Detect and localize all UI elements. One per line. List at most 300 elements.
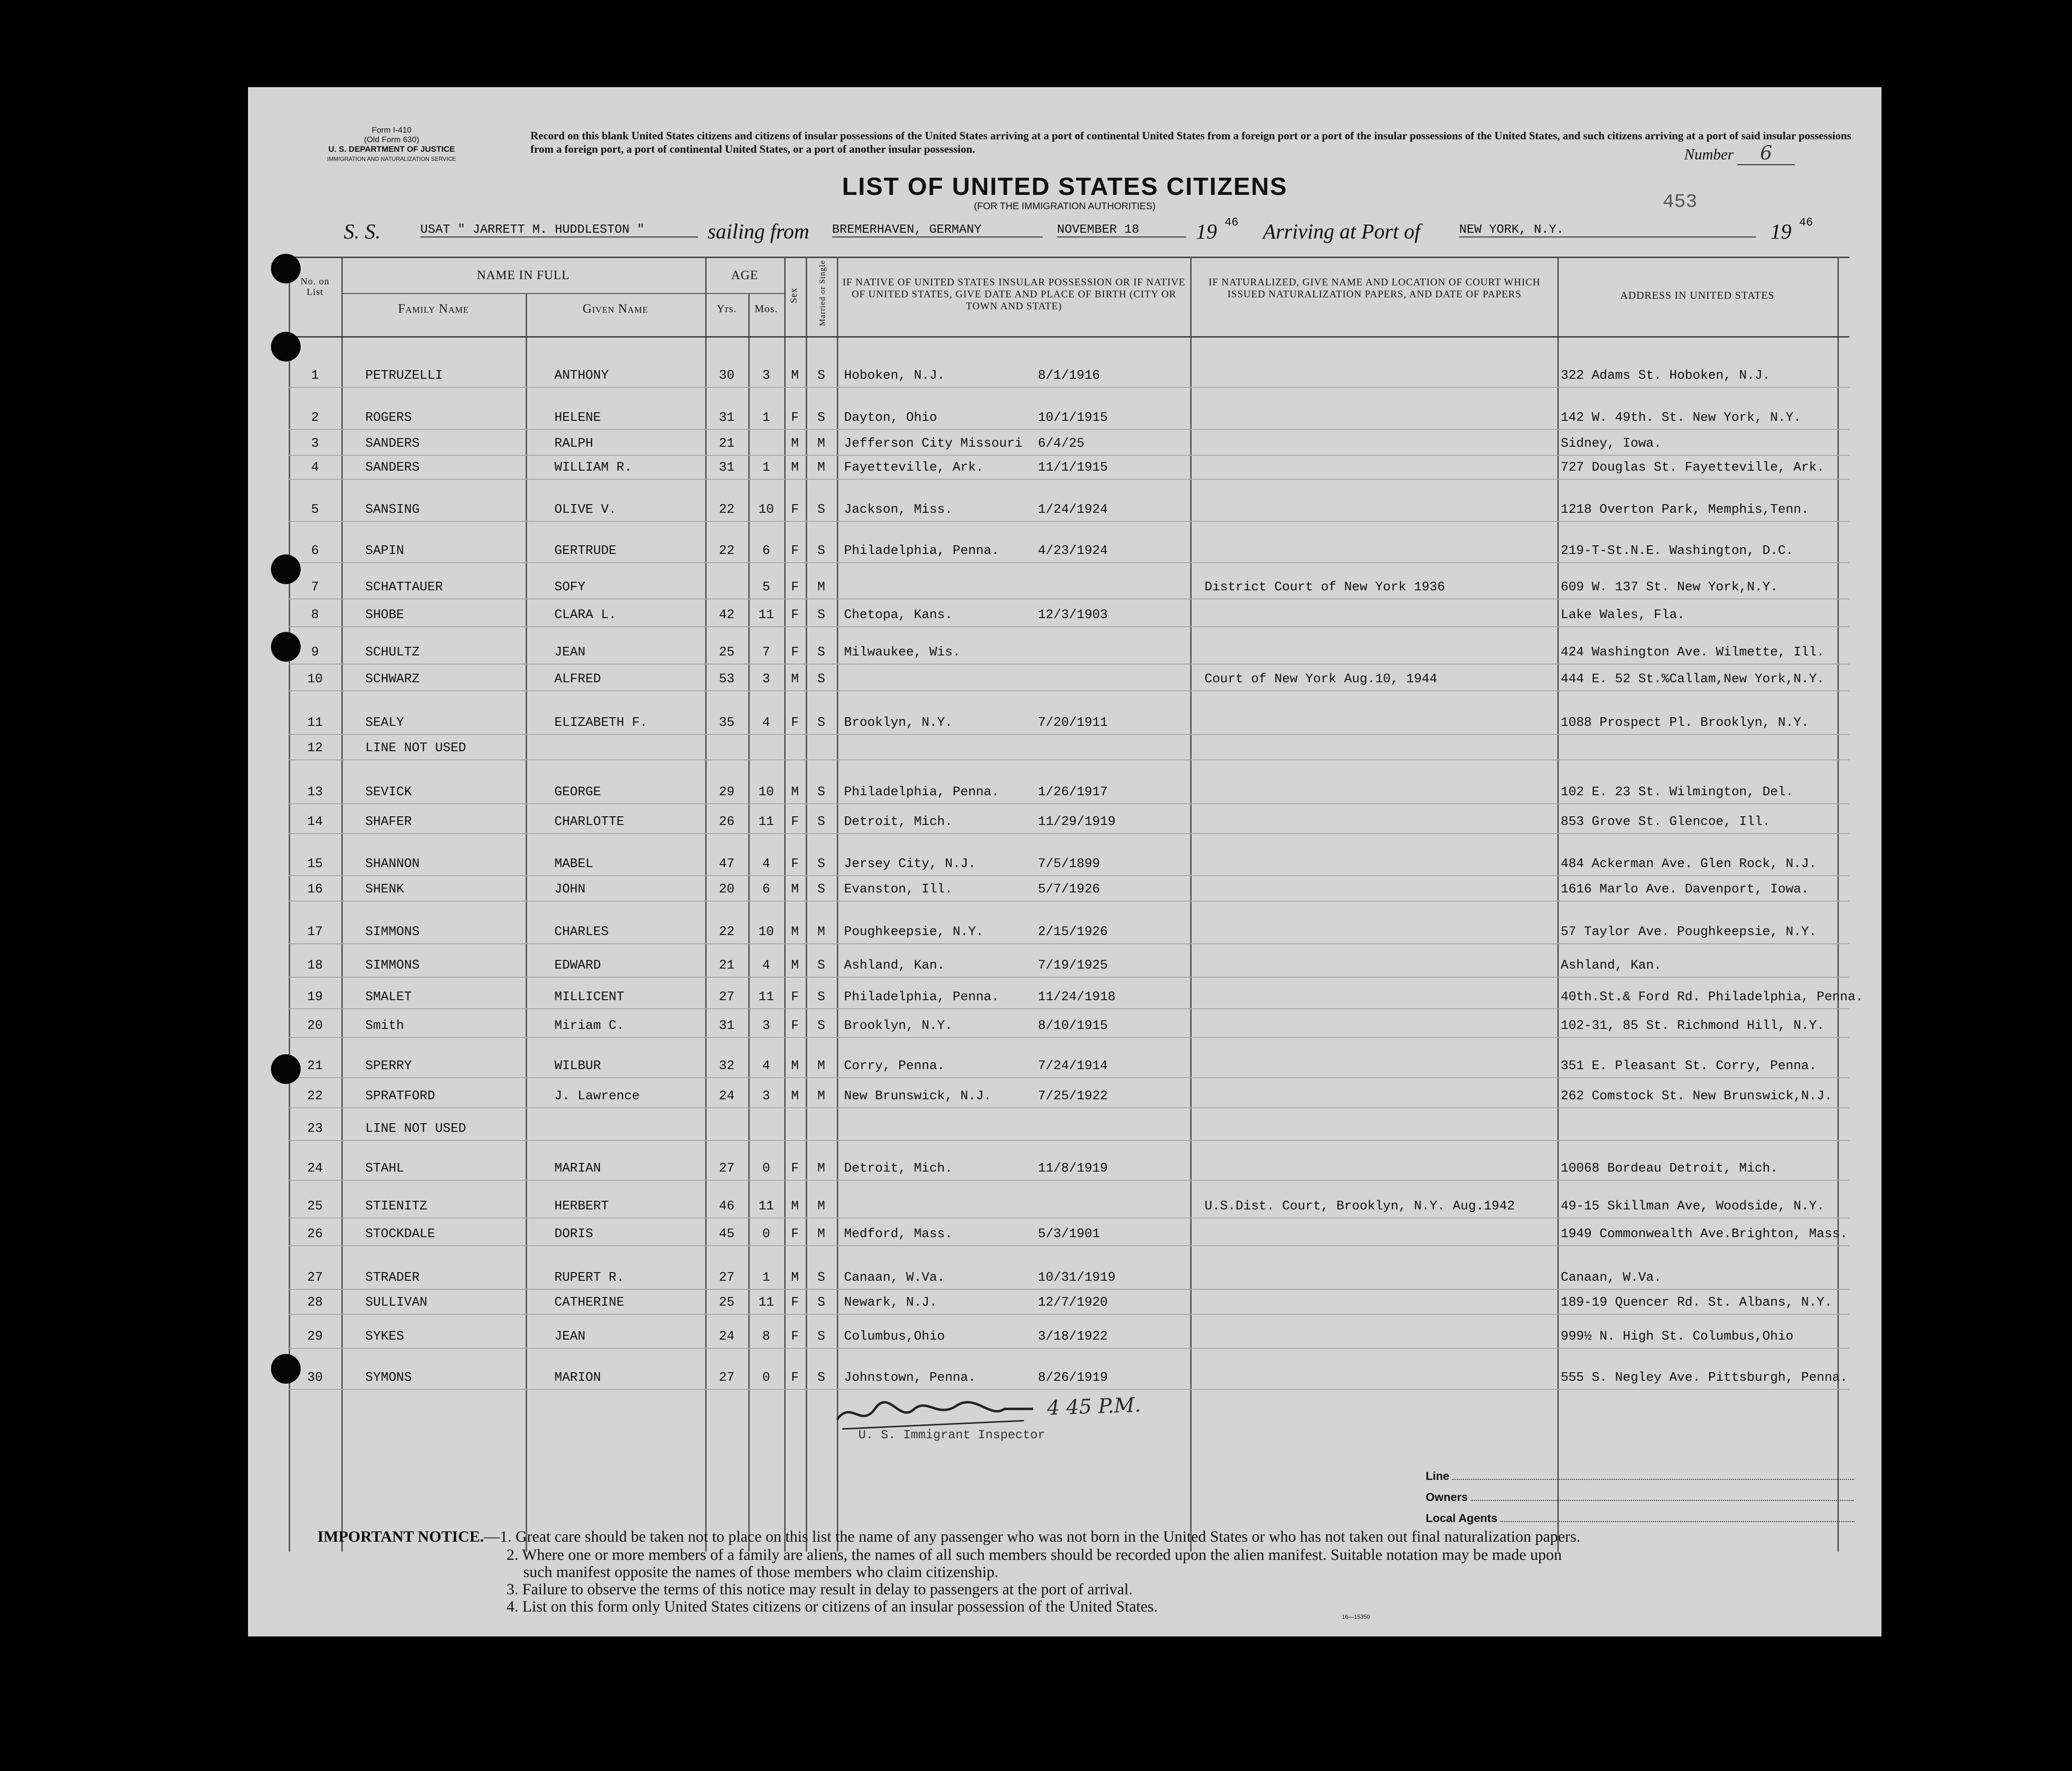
row-sex-cell: M (791, 461, 799, 475)
row-no-cell: 18 (307, 959, 323, 973)
row-given-cell: GERTRUDE (554, 544, 617, 558)
row-place-cell: Detroit, Mich. (844, 815, 953, 829)
row-no-cell: 14 (307, 815, 323, 829)
row-yrs-cell: 27 (719, 1162, 735, 1176)
row-ms-cell: M (817, 1089, 825, 1104)
row-date-cell: 4/23/1924 (1038, 544, 1108, 558)
row-given-cell: EDWARD (554, 959, 601, 973)
row-family-cell: SCHWARZ (365, 672, 420, 687)
service: IMMIGRATION AND NATURALIZATION SERVICE (327, 156, 456, 162)
agents-label: Local Agents (1426, 1512, 1498, 1525)
row-no-cell: 2 (311, 411, 319, 425)
row-mos-cell: 11 (758, 1199, 774, 1214)
row-sex-cell: F (791, 815, 799, 829)
row-given-cell: ANTHONY (554, 369, 609, 383)
row-date-cell: 11/1/1915 (1038, 461, 1108, 475)
arrival-year-suffix: 46 (1799, 216, 1813, 229)
row-given-cell: CATHERINE (554, 1296, 624, 1310)
row-date-cell: 8/1/1916 (1038, 369, 1100, 383)
row-rule (289, 1314, 1849, 1315)
row-given-cell: RALPH (554, 437, 594, 451)
row-place-cell: Chetopa, Kans. (844, 608, 953, 622)
row-given-cell: GEORGE (554, 785, 601, 800)
row-mos-cell: 11 (758, 815, 774, 829)
row-no-cell: 11 (307, 716, 323, 730)
year-prefix: 19 (1196, 220, 1217, 243)
notice-heading (317, 1528, 1580, 1546)
row-place-cell: Philadelphia, Penna. (844, 544, 1000, 558)
row-addr-cell: 322 Adams St. Hoboken, N.J. (1561, 369, 1770, 383)
manifest-sheet (248, 87, 1881, 1636)
row-family-cell: SULLIVAN (365, 1296, 428, 1310)
row-ms-cell: S (817, 672, 825, 687)
row-family-cell: SCHULTZ (365, 645, 420, 660)
row-ms-cell: M (817, 1162, 825, 1176)
row-mos-cell: 0 (762, 1371, 770, 1385)
row-yrs-cell: 21 (719, 959, 735, 973)
row-place-cell: Detroit, Mich. (844, 1162, 953, 1176)
row-yrs-cell: 27 (719, 1371, 735, 1385)
row-date-cell: 7/20/1911 (1038, 716, 1108, 730)
row-no-cell: 21 (307, 1059, 323, 1073)
row-sex-cell: M (791, 959, 799, 973)
row-no-cell: 15 (307, 857, 323, 871)
row-family-cell: SANSING (365, 503, 420, 517)
row-sex-cell: F (791, 1296, 799, 1310)
row-nat-cell: U.S.Dist. Court, Brooklyn, N.Y. Aug.1942 (1205, 1199, 1515, 1214)
row-mos-cell: 3 (762, 672, 770, 687)
row-date-cell: 2/15/1926 (1038, 925, 1108, 939)
row-no-cell: 12 (307, 741, 323, 756)
row-ms-cell: M (817, 461, 825, 475)
row-yrs-cell: 31 (719, 1019, 735, 1033)
row-mos-cell: 3 (762, 1089, 770, 1104)
row-mos-cell: 6 (762, 882, 770, 897)
notice-code: 16—15350 (1342, 1613, 1370, 1620)
punch-hole (271, 1354, 301, 1384)
row-place-cell: Philadelphia, Penna. (844, 990, 1000, 1004)
row-family-cell: SPRATFORD (365, 1089, 435, 1104)
row-rule (289, 977, 1849, 978)
row-ms-cell: M (817, 1059, 825, 1073)
row-addr-cell: 1218 Overton Park, Memphis,Tenn. (1561, 503, 1809, 517)
row-date-cell: 12/3/1903 (1038, 608, 1108, 622)
row-family-cell: STIENITZ (365, 1199, 428, 1214)
row-date-cell: 1/26/1917 (1038, 785, 1108, 800)
row-place-cell: Evanston, Ill. (844, 882, 953, 897)
row-given-cell: MARION (554, 1371, 601, 1385)
col-address: ADDRESS IN UNITED STATES (1620, 289, 1775, 301)
row-no-cell: 20 (307, 1019, 323, 1033)
col-family-name: Family Name (398, 302, 469, 316)
row-place-cell: Philadelphia, Penna. (844, 785, 1000, 800)
row-mos-cell: 3 (762, 1019, 770, 1033)
page-subtitle: (FOR THE IMMIGRATION AUTHORITIES) (974, 201, 1156, 212)
row-no-cell: 25 (307, 1199, 323, 1214)
page-title: LIST OF UNITED STATES CITIZENS (842, 173, 1288, 201)
row-addr-cell: 999½ N. High St. Columbus,Ohio (1561, 1330, 1794, 1344)
row-rule (289, 429, 1849, 430)
row-rule (289, 1140, 1849, 1141)
row-given-cell: OLIVE V. (554, 503, 617, 517)
row-family-cell: STAHL (365, 1162, 405, 1176)
row-mos-cell: 1 (762, 1271, 770, 1285)
number-value: 6 (1737, 142, 1795, 165)
col-married: Married or Single (818, 260, 827, 326)
row-yrs-cell: 24 (719, 1330, 735, 1344)
row-place-cell: Hoboken, N.J. (844, 369, 945, 383)
col-yrs: Yrs. (717, 303, 737, 315)
row-ms-cell: S (817, 785, 825, 800)
year-suffix: 46 (1225, 216, 1239, 229)
row-yrs-cell: 25 (719, 645, 735, 660)
row-sex-cell: F (791, 990, 799, 1004)
col-no: No. on List (300, 276, 330, 297)
signature-scrawl (832, 1388, 1039, 1434)
row-family-cell: LINE NOT USED (365, 1122, 466, 1136)
row-addr-cell: 102-31, 85 St. Richmond Hill, N.Y. (1561, 1019, 1824, 1033)
row-ms-cell: S (817, 815, 825, 829)
row-family-cell: Smith (365, 1019, 405, 1033)
row-ms-cell: S (817, 1330, 825, 1344)
row-mos-cell: 3 (762, 369, 770, 383)
sailing-date: NOVEMBER 18 (1057, 222, 1186, 237)
row-addr-cell: 609 W. 137 St. New York,N.Y. (1561, 580, 1778, 595)
row-no-cell: 24 (307, 1162, 323, 1176)
row-sex-cell: F (791, 411, 799, 425)
row-sex-cell: F (791, 580, 799, 595)
row-place-cell: Ashland, Kan. (844, 959, 945, 973)
row-family-cell: SPERRY (365, 1059, 412, 1073)
row-rule (289, 1289, 1849, 1290)
row-given-cell: CLARA L. (554, 608, 617, 622)
row-mos-cell: 6 (762, 544, 770, 558)
row-place-cell: Corry, Penna. (844, 1059, 945, 1073)
row-ms-cell: M (817, 1227, 825, 1241)
row-rule (289, 562, 1849, 563)
row-addr-cell: 424 Washington Ave. Wilmette, Ill. (1561, 645, 1824, 660)
row-rule (289, 803, 1849, 804)
row-yrs-cell: 46 (719, 1199, 735, 1214)
row-rule (289, 734, 1849, 735)
row-family-cell: SEVICK (365, 785, 412, 800)
row-sex-cell: M (791, 925, 799, 939)
notice-item-2b: such manifest opposite the names of those members who claim citizenship. (523, 1564, 999, 1581)
number-field (1684, 142, 1795, 165)
row-no-cell: 19 (307, 990, 323, 1004)
row-ms-cell: M (817, 925, 825, 939)
row-family-cell: SCHATTAUER (365, 580, 443, 595)
row-given-cell: CHARLES (554, 925, 609, 939)
row-mos-cell: 10 (758, 503, 774, 517)
row-given-cell: HERBERT (554, 1199, 609, 1214)
row-mos-cell: 4 (762, 1059, 770, 1073)
row-addr-cell: 219-T-St.N.E. Washington, D.C. (1561, 544, 1794, 558)
row-ms-cell: S (817, 411, 825, 425)
row-addr-cell: 1949 Commonwealth Ave.Brighton, Mass. (1561, 1227, 1848, 1241)
row-date-cell: 11/24/1918 (1038, 990, 1116, 1004)
row-ms-cell: S (817, 503, 825, 517)
row-no-cell: 8 (311, 608, 319, 622)
row-family-cell: SYKES (365, 1330, 405, 1344)
row-place-cell: New Brunswick, N.J. (844, 1089, 991, 1104)
row-sex-cell: M (791, 437, 799, 451)
row-yrs-cell: 27 (719, 990, 735, 1004)
row-date-cell: 5/3/1901 (1038, 1227, 1100, 1241)
row-addr-cell: 351 E. Pleasant St. Corry, Penna. (1561, 1059, 1817, 1073)
row-family-cell: SYMONS (365, 1371, 412, 1385)
row-ms-cell: S (817, 959, 825, 973)
col-name-in-full: NAME IN FULL (477, 268, 570, 282)
arriving-label: Arriving at Port of (1263, 220, 1420, 243)
row-mos-cell: 11 (758, 990, 774, 1004)
row-date-cell: 6/4/25 (1038, 437, 1085, 451)
col-age: AGE (731, 268, 758, 282)
row-given-cell: MARIAN (554, 1162, 601, 1176)
row-no-cell: 1 (311, 369, 319, 383)
signature-time: 4 45 P.M. (1047, 1393, 1142, 1420)
row-given-cell: J. Lawrence (554, 1089, 640, 1104)
row-addr-cell: 853 Grove St. Glencoe, Ill. (1561, 815, 1770, 829)
row-ms-cell: M (817, 1199, 825, 1214)
col-mos: Mos. (754, 303, 778, 315)
row-no-cell: 27 (307, 1271, 323, 1285)
row-ms-cell: S (817, 882, 825, 897)
row-place-cell: Fayetteville, Ark. (844, 461, 984, 475)
row-family-cell: SMALET (365, 990, 412, 1004)
row-given-cell: JEAN (554, 1330, 586, 1344)
row-rule (289, 1348, 1849, 1349)
row-sex-cell: M (791, 785, 799, 800)
row-no-cell: 9 (311, 645, 319, 660)
row-ms-cell: S (817, 716, 825, 730)
form-number: Form I-410 (372, 125, 412, 135)
punch-hole (271, 254, 301, 283)
row-given-cell: ALFRED (554, 672, 601, 687)
row-given-cell: HELENE (554, 411, 601, 425)
row-sex-cell: F (791, 857, 799, 871)
row-given-cell: CHARLOTTE (554, 815, 624, 829)
row-no-cell: 26 (307, 1227, 323, 1241)
row-rule (289, 387, 1849, 388)
row-rule (289, 455, 1849, 456)
row-family-cell: SIMMONS (365, 959, 420, 973)
row-given-cell: WILBUR (554, 1059, 601, 1073)
row-family-cell: SHANNON (365, 857, 420, 871)
row-ms-cell: S (817, 1271, 825, 1285)
row-no-cell: 7 (311, 580, 319, 595)
row-place-cell: Milwaukee, Wis. (844, 645, 961, 660)
inspector-title: U. S. Immigrant Inspector (858, 1428, 1046, 1442)
row-mos-cell: 4 (762, 959, 770, 973)
row-no-cell: 16 (307, 882, 323, 897)
row-rule (289, 1180, 1849, 1181)
row-sex-cell: M (791, 1199, 799, 1214)
row-mos-cell: 10 (758, 925, 774, 939)
row-rule (289, 759, 1849, 760)
row-mos-cell: 1 (762, 411, 770, 425)
row-yrs-cell: 35 (719, 716, 735, 730)
owners-label: Owners (1426, 1491, 1468, 1504)
row-addr-cell: Sidney, Iowa. (1561, 437, 1662, 451)
ship-name: USAT " JARRETT M. HUDDLESTON " (420, 222, 698, 237)
row-given-cell: ELIZABETH F. (554, 716, 648, 730)
row-mos-cell: 11 (758, 1296, 774, 1310)
row-place-cell: Medford, Mass. (844, 1227, 953, 1241)
row-sex-cell: F (791, 608, 799, 622)
row-date-cell: 10/1/1915 (1038, 411, 1108, 425)
row-place-cell: Jackson, Miss. (844, 503, 953, 517)
instruction-text: Record on this blank United States citizens and citizens of insular possessions of the United States arriving at a port of continental United States from a foreign port or a port of the insular possessions of the United States, and such citizens arriving at a port of said insular possessions from a foreign port, a port of continental United States, or a port of another insular possession. (530, 130, 1851, 155)
row-date-cell: 12/7/1920 (1038, 1296, 1108, 1310)
punch-hole (271, 632, 301, 662)
row-family-cell: LINE NOT USED (365, 741, 466, 756)
name-age-divider (341, 293, 784, 294)
row-addr-cell: 1616 Marlo Ave. Davenport, Iowa. (1561, 882, 1809, 897)
row-date-cell: 7/24/1914 (1038, 1059, 1108, 1073)
row-mos-cell: 4 (762, 716, 770, 730)
row-mos-cell: 5 (762, 580, 770, 595)
punch-hole (271, 554, 301, 584)
row-addr-cell: Lake Wales, Fla. (1561, 608, 1685, 622)
row-sex-cell: F (791, 716, 799, 730)
row-no-cell: 4 (311, 461, 319, 475)
row-place-cell: Jefferson City Missouri (844, 437, 1023, 451)
row-rule (289, 626, 1849, 627)
row-given-cell: WILLIAM R. (554, 461, 632, 475)
row-addr-cell: 555 S. Negley Ave. Pittsburgh, Penna. (1561, 1371, 1848, 1385)
sailing-label: sailing from (708, 220, 810, 243)
row-mos-cell: 0 (762, 1162, 770, 1176)
row-ms-cell: S (817, 544, 825, 558)
row-rule (289, 833, 1849, 834)
line-label: Line (1426, 1470, 1450, 1483)
row-yrs-cell: 53 (719, 672, 735, 687)
notice-item-3: 3. Failure to observe the terms of this notice may result in delay to passengers at the port of arrival. (507, 1581, 1133, 1598)
row-place-cell: Poughkeepsie, N.Y. (844, 925, 984, 939)
row-mos-cell: 1 (762, 461, 770, 475)
row-no-cell: 23 (307, 1122, 323, 1136)
row-rule (289, 521, 1849, 522)
row-sex-cell: M (791, 1089, 799, 1104)
row-sex-cell: F (791, 1371, 799, 1385)
row-no-cell: 30 (307, 1371, 323, 1385)
row-place-cell: Brooklyn, N.Y. (844, 716, 953, 730)
row-date-cell: 10/31/1919 (1038, 1271, 1116, 1285)
row-mos-cell: 8 (762, 1330, 770, 1344)
row-rule (289, 664, 1849, 665)
row-nat-cell: Court of New York Aug.10, 1944 (1205, 672, 1438, 687)
row-given-cell: Miriam C. (554, 1019, 624, 1033)
row-addr-cell: 727 Douglas St. Fayetteville, Ark. (1561, 461, 1824, 475)
row-yrs-cell: 21 (719, 437, 735, 451)
row-family-cell: SIMMONS (365, 925, 420, 939)
row-nat-cell: District Court of New York 1936 (1205, 580, 1445, 595)
row-family-cell: STRADER (365, 1271, 420, 1285)
row-rule (289, 1037, 1849, 1038)
row-addr-cell: 57 Taylor Ave. Poughkeepsie, N.Y. (1561, 925, 1817, 939)
row-given-cell: MILLICENT (554, 990, 624, 1004)
row-yrs-cell: 24 (719, 1089, 735, 1104)
row-rule (289, 598, 1849, 599)
arrival-year-prefix: 19 (1770, 220, 1791, 243)
row-yrs-cell: 32 (719, 1059, 735, 1073)
row-sex-cell: M (791, 1271, 799, 1285)
row-date-cell: 11/29/1919 (1038, 815, 1116, 829)
row-no-cell: 28 (307, 1296, 323, 1310)
row-sex-cell: F (791, 1227, 799, 1241)
row-given-cell: RUPERT R. (554, 1271, 624, 1285)
row-ms-cell: S (817, 369, 825, 383)
row-family-cell: SHENK (365, 882, 405, 897)
row-addr-cell: 102 E. 23 St. Wilmington, Del. (1561, 785, 1794, 800)
row-yrs-cell: 22 (719, 503, 735, 517)
row-given-cell: MABEL (554, 857, 594, 871)
row-addr-cell: 49-15 Skillman Ave, Woodside, N.Y. (1561, 1199, 1824, 1214)
punch-hole (271, 332, 301, 361)
row-family-cell: SANDERS (365, 461, 420, 475)
row-mos-cell: 0 (762, 1227, 770, 1241)
row-rule (289, 1077, 1849, 1078)
row-yrs-cell: 22 (719, 925, 735, 939)
row-rule (289, 901, 1849, 902)
ship-line (344, 215, 1852, 244)
row-sex-cell: F (791, 645, 799, 660)
row-family-cell: SEALY (365, 716, 405, 730)
row-date-cell: 8/10/1915 (1038, 1019, 1108, 1033)
notice-item-4: 4. List on this form only United States citizens or citizens of an insular possession of the United States. (507, 1598, 1158, 1615)
department: U. S. DEPARTMENT OF JUSTICE (328, 145, 455, 154)
row-sex-cell: F (791, 1162, 799, 1176)
row-ms-cell: S (817, 990, 825, 1004)
row-addr-cell: Canaan, W.Va. (1561, 1271, 1662, 1285)
row-yrs-cell: 27 (719, 1271, 735, 1285)
row-sex-cell: M (791, 672, 799, 687)
row-family-cell: SANDERS (365, 437, 420, 451)
row-sex-cell: F (791, 1330, 799, 1344)
row-yrs-cell: 25 (719, 1296, 735, 1310)
row-rule (289, 943, 1849, 944)
row-place-cell: Brooklyn, N.Y. (844, 1019, 953, 1033)
row-addr-cell: 142 W. 49th. St. New York, N.Y. (1561, 411, 1802, 425)
row-family-cell: STOCKDALE (365, 1227, 435, 1241)
row-addr-cell: 262 Comstock St. New Brunswick,N.J. (1561, 1089, 1833, 1104)
col-birth: IF NATIVE OF UNITED STATES INSULAR POSSESSION OR IF NATIVE OF UNITED STATES, GIVE DATE AND PLACE OF BIRTH (CITY OR TOWN AND STATE) (842, 276, 1186, 312)
row-addr-cell: 10068 Bordeau Detroit, Mich. (1561, 1162, 1778, 1176)
row-place-cell: Dayton, Ohio (844, 411, 937, 425)
row-yrs-cell: 31 (719, 411, 735, 425)
row-sex-cell: F (791, 1019, 799, 1033)
old-form: (Old Form 630) (364, 135, 419, 144)
row-addr-cell: 444 E. 52 St.%Callam,New York,N.Y. (1561, 672, 1824, 687)
row-rule (289, 875, 1849, 876)
row-mos-cell: 7 (762, 645, 770, 660)
row-ms-cell: S (817, 608, 825, 622)
row-no-cell: 6 (311, 544, 319, 558)
row-yrs-cell: 20 (719, 882, 735, 897)
row-no-cell: 5 (311, 503, 319, 517)
row-date-cell: 5/7/1926 (1038, 882, 1100, 897)
row-addr-cell: 40th.St.& Ford Rd. Philadelphia, Penna. (1561, 990, 1863, 1004)
row-sex-cell: M (791, 1059, 799, 1073)
row-date-cell: 7/5/1899 (1038, 857, 1100, 871)
row-rule (289, 1245, 1849, 1246)
row-date-cell: 1/24/1924 (1038, 503, 1108, 517)
row-yrs-cell: 29 (719, 785, 735, 800)
row-date-cell: 7/19/1925 (1038, 959, 1108, 973)
row-no-cell: 17 (307, 925, 323, 939)
row-yrs-cell: 26 (719, 815, 735, 829)
